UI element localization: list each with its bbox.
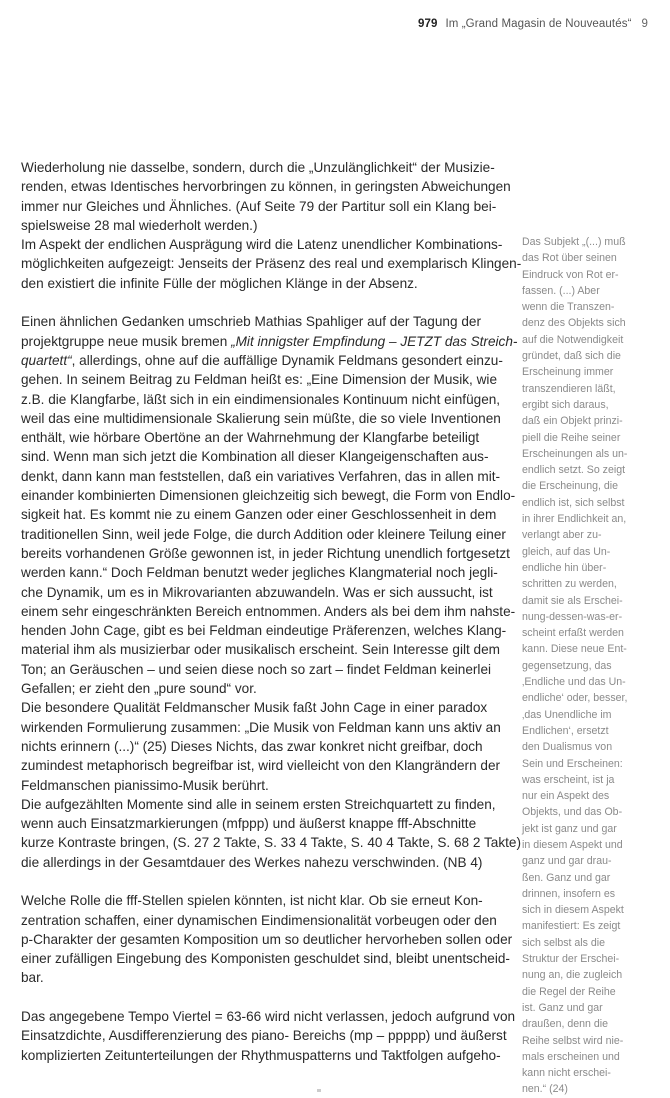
- italic-title: „Mit innigster Empfindung – JETZT das Streich-: [231, 333, 518, 349]
- text-line: [21, 332, 518, 351]
- marginal-line: transzendieren läßt,: [522, 382, 616, 395]
- paragraph-gap: [21, 988, 509, 1007]
- text-line: bereits vorhandenen Größe gewonnen ist, in jeder Richtung unendlich fortgesetzt: [21, 545, 510, 561]
- italic-title: quartett“: [21, 352, 72, 368]
- text-line: die allerdings in der Gesamtdauer des Werkes nahezu verschwinden. (NB 4): [21, 854, 483, 870]
- text-line: renden, etwas Identisches hervorbringen zu können, in geringsten Abweichungen: [21, 179, 511, 195]
- marginal-line: Objekts, und das Ob-: [522, 806, 623, 819]
- marginal-line: nen.“ (24): [522, 1083, 568, 1096]
- text-line: nichts erinnern (...)“ (25) Dieses Nichts, das zwar konkret nicht greifbar, doch: [21, 738, 483, 754]
- text-fragment: , allerdings, ohne auf die auffällige Dynamik Feldmans gesondert einzu-: [71, 352, 503, 368]
- marginal-line: kann. Diese neue Ent-: [522, 643, 627, 656]
- text-line: wirkenden Formulierung zusammen: „Die Musik von Feldman kann uns aktiv an: [21, 719, 501, 735]
- text-line: sind. Wenn man sich jetzt die Kombination all dieser Klangeigenschaften aus-: [21, 449, 489, 465]
- marginal-line: den Dualismus von: [522, 741, 613, 754]
- text-line: Das angegebene Tempo Viertel = 63-66 wird nicht verlassen, jedoch aufgrund von: [21, 1009, 516, 1025]
- marginal-line: endliche‘ oder, besser,: [522, 692, 628, 705]
- marginal-line: ergibt sich daraus,: [522, 398, 609, 411]
- text-line: denkt, dann kann man feststellen, daß ein variatives Verfahren, das in allen mit-: [21, 468, 501, 484]
- marginal-line: wenn die Transzen-: [522, 301, 615, 314]
- page-number: 979: [417, 18, 438, 30]
- marginal-line: sich selbst als die: [522, 936, 606, 949]
- marginal-line: nung an, die zugleich: [522, 969, 623, 982]
- marginal-line: gründet, daß sich die: [522, 350, 621, 363]
- text-line: einer zufälligen Eingebung des Komponisten geschuldet sind, bleibt unentscheid-: [21, 951, 510, 967]
- marginal-line: nur ein Aspekt des: [522, 790, 610, 803]
- text-line: gehen. In seinem Beitrag zu Feldman heißt es: „Eine Dimension der Musik, wie: [21, 372, 498, 388]
- text-line: immer nur Gleiches und Ähnliches. (Auf Seite 79 der Partitur soll ein Klang bei-: [21, 198, 497, 214]
- marginal-line: Sein und Erscheinen:: [522, 757, 623, 770]
- text-line: wenn auch Einsatzmarkierungen (mfppp) und äußerst knappe fff-Abschnitte: [21, 816, 477, 832]
- marginal-line: Erscheinungen als un-: [522, 447, 628, 460]
- text-line: p-Charakter der gesamten Komposition um so deutlicher hervorheben sollen oder: [21, 931, 513, 947]
- text-line: enthält, wie hörbare Obertöne an der Wahrnehmung der Klangfarbe beteiligt: [21, 430, 480, 446]
- text-fragment: projektgruppe neue musik bremen: [21, 333, 232, 349]
- text-line: sigkeit hat. Es kommt nie zu einem Ganzen oder einer Geschlossenheit in dem: [21, 507, 497, 523]
- text-line: den existiert die infinite Fülle der möglichen Klänge in der Absenz.: [21, 275, 418, 291]
- paragraph-gap: [21, 293, 509, 312]
- text-line: zumindest metaphorisch begreifbar ist, wird vielleicht von den Klangrändern der: [21, 758, 501, 774]
- text-line: bar.: [21, 970, 44, 986]
- marginal-line: ‚Endliche und das Un-: [522, 676, 626, 689]
- marginal-line: gegensetzung, das: [522, 659, 612, 672]
- text-line: che Dynamik, um es in Mikrovarianten abzuwandeln. Was er sich aussucht, ist: [21, 584, 493, 600]
- text-line: weil das eine multidimensionale Skalierung sein müßte, die so viele Inventionen: [21, 410, 501, 426]
- text-line: einander kombinierten Dimensionen gleichzeitig sich bewegt, die Form von Endlo-: [21, 488, 516, 504]
- marginal-line: kann nicht erschei-: [522, 1067, 611, 1080]
- text-line: traditionellen Sinn, weil jede Folge, die durch Addition oder kleinere Teilung einer: [21, 526, 506, 542]
- text-line: material ihm als musizierbar oder musikalisch erscheint. Sein Interesse gilt dem: [21, 642, 500, 658]
- marginal-line: auf die Notwendigkeit: [522, 333, 624, 346]
- text-line: Ton; an Geräuschen – und seien diese noch so zart – findet Feldman keinerlei: [21, 661, 492, 677]
- marginal-line: daß ein Objekt prinzi-: [522, 415, 623, 428]
- marginal-line: Struktur der Erschei-: [522, 953, 620, 966]
- marginal-quote: [522, 234, 662, 1098]
- text-line: Die aufgezählten Momente sind alle in seinem ersten Streichquartett zu finden,: [21, 796, 496, 812]
- marginal-line: nung-dessen-was-er-: [522, 610, 623, 623]
- marginal-line: ßen. Ganz und gar: [522, 871, 611, 884]
- text-line: komplizierten Zeitunterteilungen der Rhythmuspatterns und Taktfolgen aufgeho-: [21, 1047, 501, 1063]
- marginal-line: mals erscheinen und: [522, 1050, 620, 1063]
- marginal-line: was erscheint, ist ja: [522, 773, 615, 786]
- marginal-line: gleich, auf das Un-: [522, 545, 611, 558]
- marginal-line: Das Subjekt „(...) muß: [522, 236, 626, 248]
- marginal-line: denz des Objekts sich: [522, 317, 626, 330]
- text-line: einem sehr eingeschränkten Bereich entnommen. Anders als bei dem ihm nahste-: [21, 603, 516, 619]
- main-text-column: [21, 158, 522, 1065]
- marginal-line: Endlichen‘, ersetzt: [522, 724, 609, 737]
- text-line: kurze Kontraste bringen, (S. 27 2 Takte, S. 33 4 Takte, S. 40 4 Takte, S. 68 2 Takte): [21, 835, 521, 851]
- text-line: werden kann.“ Doch Feldman benutzt weder jegliches Klangmaterial noch jegli-: [21, 565, 498, 581]
- text-line: [21, 351, 509, 370]
- marginal-line: die Regel der Reihe: [522, 985, 616, 998]
- marginal-line: draußen, denn die: [522, 1018, 608, 1031]
- text-line: Im Aspekt der endlichen Ausprägung wird die Latenz unendlicher Kombinations-: [21, 237, 503, 253]
- running-title: Im „Grand Magasin de Nouveautés“: [445, 18, 632, 30]
- marginal-line: endliche hin über-: [522, 561, 607, 574]
- running-header: [418, 18, 648, 30]
- marginal-line: manifestiert: Es zeigt: [522, 920, 621, 933]
- marginal-line: verlangt aber zu-: [522, 529, 602, 542]
- marginal-line: ganz und gar drau-: [522, 855, 612, 868]
- text-line: möglichkeiten aufgezeigt: Jenseits der Präsenz des real und exemplarisch Klingen-: [21, 256, 522, 272]
- text-line: spielsweise 28 mal wiederholt werden.): [21, 217, 258, 233]
- marginal-line: ist. Ganz und gar: [522, 1001, 603, 1014]
- marginal-line: Reihe selbst wird nie-: [522, 1034, 624, 1047]
- marginal-line: scheint erfaßt werden: [522, 627, 624, 640]
- marginal-line: damit sie als Erschei-: [522, 594, 623, 607]
- marginal-line: schritten zu werden,: [522, 578, 617, 591]
- marginal-line: Eindruck von Rot er-: [522, 268, 619, 281]
- text-line: henden John Cage, gibt es bei Feldman eindeutige Präferenzen, welches Klang-: [21, 623, 507, 639]
- text-line: Einsatzdichte, Ausdifferenzierung des piano- Bereichs (mp – ppppp) und äußerst: [21, 1028, 507, 1044]
- marginal-line: in ihrer Endlichkeit an,: [522, 513, 627, 526]
- marginal-line: jekt ist ganz und gar: [522, 822, 617, 835]
- paragraph-gap: [21, 872, 509, 891]
- marginal-line: sich in diesem Aspekt: [522, 904, 624, 917]
- text-line: z.B. die Klangfarbe, läßt sich in ein eindimensionales Kontinuum nicht einfügen,: [21, 391, 501, 407]
- text-line: Gefallen; er zieht den „pure sound“ vor.: [21, 681, 257, 697]
- marginal-line: endlich setzt. So zeigt: [522, 464, 626, 477]
- text-line: Einen ähnlichen Gedanken umschrieb Mathias Spahliger auf der Tagung der: [21, 314, 481, 330]
- marginal-line: piell die Reihe seiner: [522, 431, 621, 444]
- page-speck: [317, 1089, 321, 1092]
- text-line: Die besondere Qualität Feldmanscher Musik faßt John Cage in einer paradox: [21, 700, 488, 716]
- marginal-line: ‚das Unendliche im: [522, 708, 612, 721]
- marginal-line: Erscheinung immer: [522, 366, 614, 379]
- text-line: Feldmanschen pianissimo-Musik berührt.: [21, 777, 269, 793]
- text-line: zentration schaffen, einer dynamischen Eindimensionalität vorbeugen oder den: [21, 912, 497, 928]
- text-line: Welche Rolle die fff-Stellen spielen könnten, ist nicht klar. Ob sie erneut Kon-: [21, 893, 483, 909]
- text-line: Wiederholung nie dasselbe, sondern, durch die „Unzulänglichkeit“ der Musizie-: [21, 160, 495, 175]
- marginal-line: endlich ist, sich selbst: [522, 496, 625, 509]
- marginal-line: die Erscheinung, die: [522, 480, 618, 493]
- marginal-line: fassen. (...) Aber: [522, 284, 600, 297]
- marginal-line: das Rot über seinen: [522, 252, 617, 265]
- marginal-line: in diesem Aspekt und: [522, 838, 623, 851]
- folio-number: 9: [641, 18, 648, 30]
- marginal-line: drinnen, insofern es: [522, 887, 616, 900]
